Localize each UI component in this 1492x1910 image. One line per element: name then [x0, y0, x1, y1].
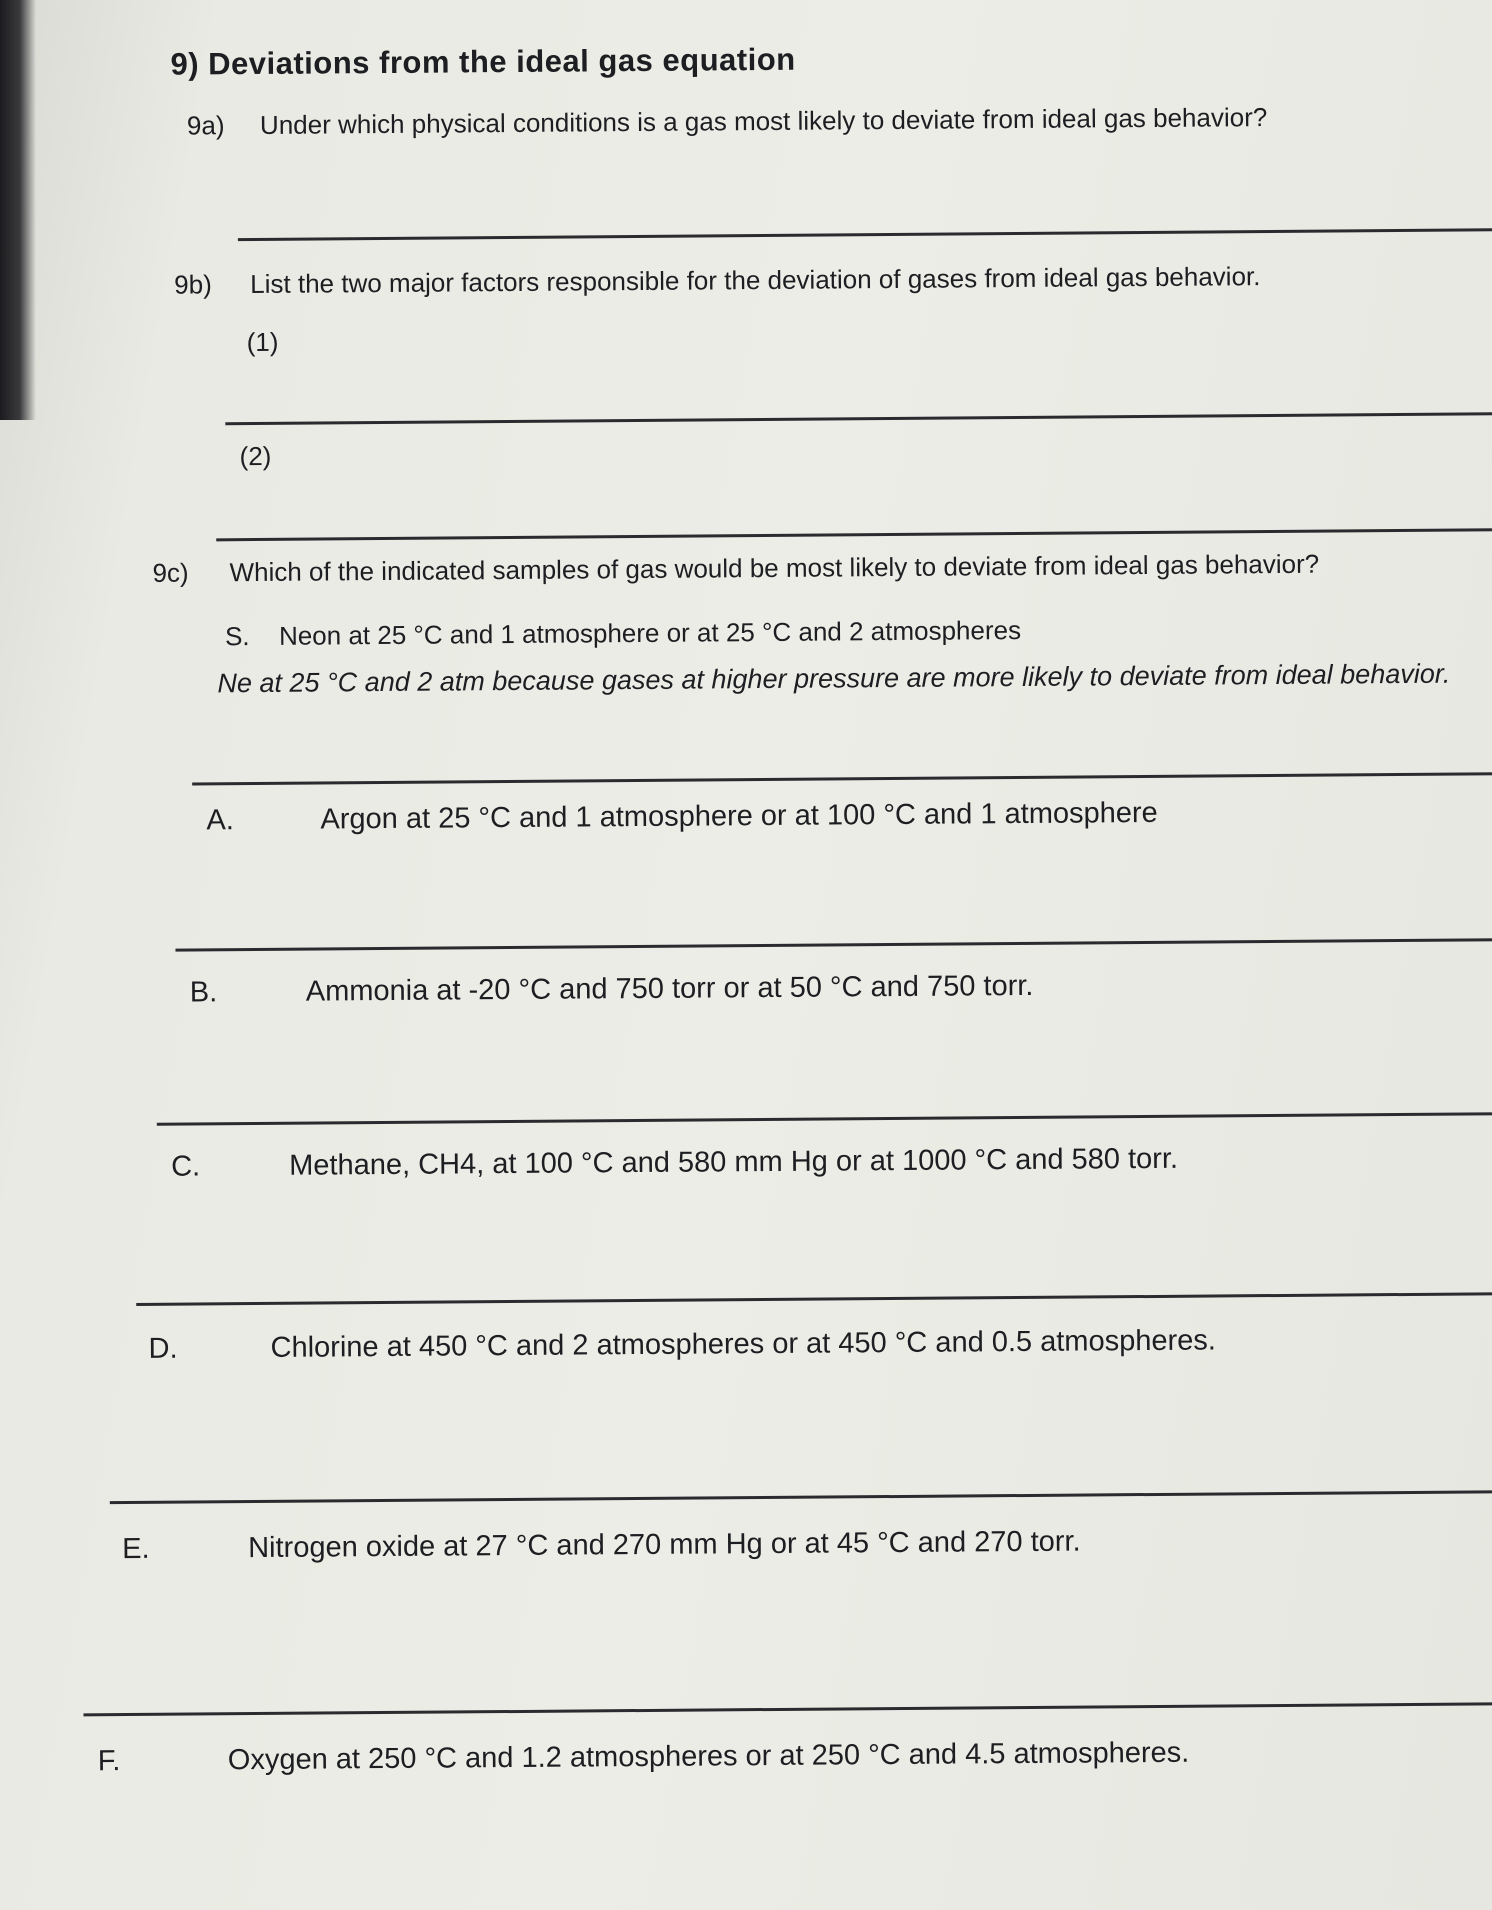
q9b-answer-line-2[interactable]	[216, 528, 1492, 541]
option-c-letter: C.	[171, 1150, 201, 1183]
sample-letter: S.	[224, 621, 250, 652]
option-b-text: Ammonia at -20 °C and 750 torr or at 50 °C and 750 torr.	[305, 969, 1034, 1008]
option-a-letter: A.	[206, 804, 234, 837]
option-e-letter: E.	[122, 1532, 150, 1566]
option-d-answer-line[interactable]	[110, 1490, 1492, 1504]
option-a-text: Argon at 25 °C and 1 atmosphere or at 100 °C and 1 atmosphere	[320, 796, 1158, 836]
sample-answer-line[interactable]	[192, 772, 1492, 785]
option-d-text: Chlorine at 450 °C and 2 atmospheres or at 450 °C and 0.5 atmospheres.	[270, 1324, 1217, 1364]
option-a-answer-line[interactable]	[175, 938, 1492, 951]
q9b-label: 9b)	[174, 269, 212, 300]
q9b-answer-line-1[interactable]	[225, 412, 1492, 425]
option-c-answer-line[interactable]	[136, 1292, 1492, 1306]
option-e-text: Nitrogen oxide at 27 °C and 270 mm Hg or at 45 °C and 270 torr.	[248, 1525, 1081, 1565]
q9a-answer-line[interactable]	[238, 228, 1492, 241]
option-b-answer-line[interactable]	[157, 1112, 1492, 1126]
option-f-text: Oxygen at 250 °C and 1.2 atmospheres or at 250 °C and 4.5 atmospheres.	[227, 1736, 1190, 1777]
section-title: 9) Deviations from the ideal gas equation	[170, 41, 796, 82]
q9b-item-1: (1)	[246, 326, 279, 358]
option-f-letter: F.	[97, 1745, 121, 1778]
q9c-label: 9c)	[152, 557, 189, 588]
option-d-letter: D.	[148, 1332, 178, 1365]
q9b-item-2: (2)	[239, 440, 272, 472]
sample-text: Neon at 25 °C and 1 atmosphere or at 25 °C and 2 atmospheres	[278, 615, 1022, 651]
q9b-text: List the two major factors responsible for the deviation of gases from ideal gas behavior.	[250, 261, 1261, 300]
option-b-letter: B.	[189, 976, 218, 1009]
q9a-label: 9a)	[186, 110, 225, 141]
option-c-text: Methane, CH4, at 100 °C and 580 mm Hg or at 1000 °C and 580 torr.	[289, 1142, 1179, 1182]
q9a-text: Under which physical conditions is a gas most likely to deviate from ideal gas behavior?	[259, 102, 1268, 140]
option-e-answer-line[interactable]	[83, 1702, 1492, 1716]
q9c-text: Which of the indicated samples of gas would be most likely to deviate from ideal gas behavior?	[229, 548, 1320, 588]
sample-answer: Ne at 25 °C and 2 atm because gases at higher pressure are more likely to deviate from ideal behavior.	[217, 658, 1451, 699]
